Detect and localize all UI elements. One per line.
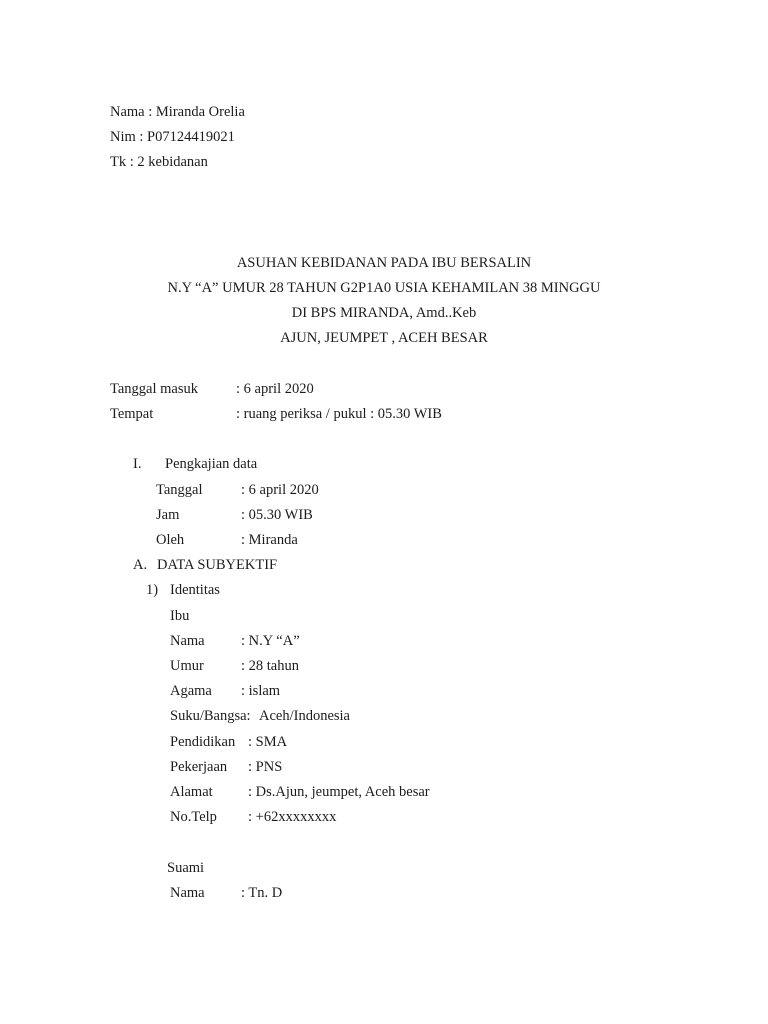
subsection-letter: A.: [133, 557, 148, 573]
assessment-date-value: : 6 april 2020: [241, 482, 319, 498]
section-number: I.: [133, 456, 142, 472]
student-name: Nama : Miranda Orelia: [110, 104, 245, 120]
mother-name-label: Nama: [170, 633, 205, 649]
mother-education-label: Pendidikan: [170, 734, 236, 750]
assessment-time-value: : 05.30 WIB: [241, 507, 313, 523]
mother-phone-label: No.Telp: [170, 809, 217, 825]
mother-heading: Ibu: [170, 608, 190, 624]
student-class: Tk : 2 kebidanan: [110, 154, 208, 170]
admission-place-label: Tempat: [110, 406, 154, 422]
item-title: Identitas: [170, 582, 220, 598]
assessment-by-label: Oleh: [156, 532, 185, 548]
mother-occupation-value: : PNS: [248, 759, 283, 775]
student-nim: Nim : P07124419021: [110, 129, 235, 145]
mother-ethnicity-label: Suku/Bangsa:: [170, 708, 251, 724]
mother-age-label: Umur: [170, 658, 204, 674]
assessment-by-value: : Miranda: [241, 532, 298, 548]
mother-name-value: : N.Y “A”: [241, 633, 300, 649]
assessment-time-label: Jam: [156, 507, 180, 523]
doc-title-line1: ASUHAN KEBIDANAN PADA IBU BERSALIN: [236, 255, 532, 271]
admission-date-value: : 6 april 2020: [236, 381, 314, 397]
husband-name-value: : Tn. D: [241, 885, 283, 901]
doc-title-line3: DI BPS MIRANDA, Amd..Keb: [291, 305, 477, 321]
mother-religion-label: Agama: [170, 683, 212, 699]
assessment-date-label: Tanggal: [156, 482, 203, 498]
mother-address-value: : Ds.Ajun, jeumpet, Aceh besar: [248, 784, 430, 800]
husband-name-label: Nama: [170, 885, 205, 901]
mother-phone-value: : +62xxxxxxxx: [248, 809, 337, 825]
doc-title-line2: N.Y “A” UMUR 28 TAHUN G2P1A0 USIA KEHAMILAN 38 MINGGU: [167, 280, 601, 296]
item-number: 1): [146, 582, 159, 598]
admission-date-label: Tanggal masuk: [110, 381, 198, 397]
subsection-title: DATA SUBYEKTIF: [157, 557, 278, 573]
section-title: Pengkajian data: [165, 456, 258, 472]
doc-title-line4: AJUN, JEUMPET , ACEH BESAR: [280, 330, 488, 346]
mother-age-value: : 28 tahun: [241, 658, 299, 674]
mother-ethnicity-value: Aceh/Indonesia: [259, 708, 350, 724]
mother-education-value: : SMA: [248, 734, 288, 750]
mother-religion-value: : islam: [241, 683, 281, 699]
husband-heading: Suami: [167, 860, 205, 876]
mother-address-label: Alamat: [170, 784, 213, 800]
mother-occupation-label: Pekerjaan: [170, 759, 228, 775]
admission-place-value: : ruang periksa / pukul : 05.30 WIB: [236, 406, 442, 422]
